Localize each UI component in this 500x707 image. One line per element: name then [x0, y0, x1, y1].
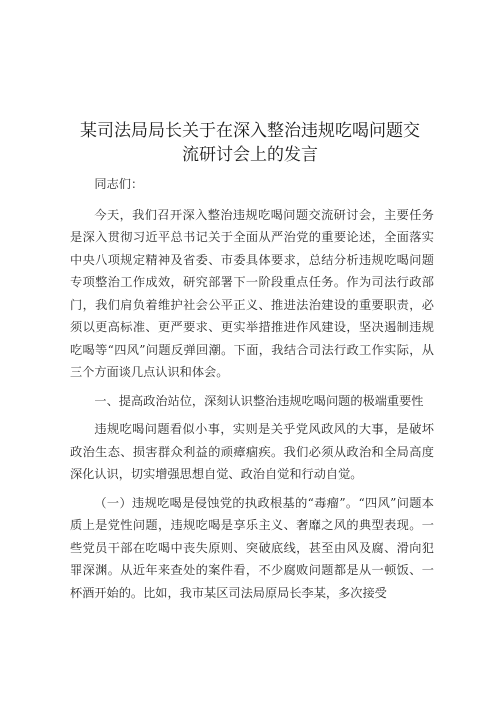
title-line-1: 某司法局局长关于在深入整治违规吃喝问题交 [80, 121, 420, 141]
paragraph-subsection-1: （一）违规吃喝是侵蚀党的执政根基的“毒瘤”。“四风”问题本质上是党性问题，违规吃喝是享乐主义、奢靡之风的典型表现。一些党员干部在吃喝中丧失原则、突破底线，甚至由风及腐、滑向犯罪深渊。从近年来查处的案件看，不少腐败问题都是从一顿饭、一杯酒开始的。比如，我市某区司法局原局长李某，多次接受 [70, 495, 434, 600]
salutation: 同志们： [94, 177, 144, 191]
document-title [40, 119, 460, 167]
document-body [70, 173, 434, 610]
title-line-2: 流研讨会上的发言 [182, 145, 318, 165]
paragraph-intro: 今天，我们召开深入整治违规吃喝问题交流研讨会，主要任务是深入贯彻习近平总书记关于全面从严治党的重要论述，全面落实中央八项规定精神及省委、市委具体要求，总结分析违规吃喝问题专项整治工作成效，研究部署下一阶段重点任务。作为司法行政部门，我们肩负着维护社会公平正义、推进法治建设的重要职责，必须以更高标准、更严要求、更实举措推进作风建设，坚决遏制违规吃喝等“四风”问题反弹回潮。下面，我结合司法行政工作实际，从三个方面谈几点认识和体会。 [70, 207, 434, 379]
paragraph-section-1: 违规吃喝问题看似小事，实则是关乎党风政风的大事，是破坏政治生态、损害群众利益的顽瘴痼疾。我们必须从政治和全局高度深化认识，切实增强思想自觉、政治自觉和行动自觉。 [70, 422, 434, 481]
section-heading-1: 一、提高政治站位，深刻认识整治违规吃喝问题的极端重要性 [94, 393, 424, 408]
